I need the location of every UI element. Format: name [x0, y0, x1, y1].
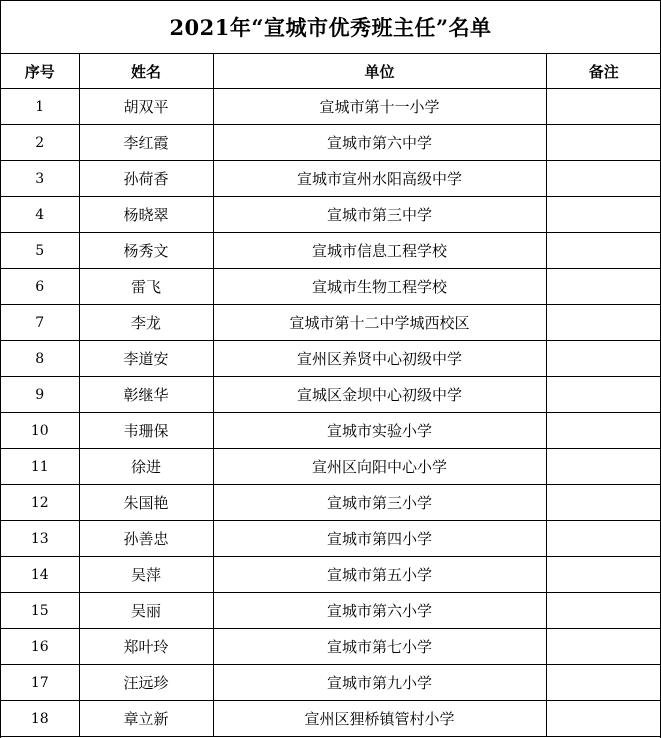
row-name-cell: 雷飞	[79, 269, 213, 305]
row-unit-cell: 宣城市第六小学	[213, 593, 546, 629]
header-name: 姓名	[79, 54, 213, 89]
row-note-cell	[546, 305, 661, 341]
row-unit-cell: 宣城市第七小学	[213, 629, 546, 665]
row-name-cell: 吴萍	[79, 557, 213, 593]
row-unit-cell: 宣州区狸桥镇管村小学	[213, 701, 546, 737]
header-unit: 单位	[213, 54, 546, 89]
row-unit-cell: 宣城区金坝中心初级中学	[213, 377, 546, 413]
row-note-cell	[546, 521, 661, 557]
row-index-cell: 18	[1, 701, 79, 737]
row-unit-cell: 宣城市第十二中学城西校区	[213, 305, 546, 341]
row-index-cell: 1	[1, 89, 79, 125]
row-name-cell: 朱国艳	[79, 485, 213, 521]
row-index-cell: 17	[1, 665, 79, 701]
row-name-cell: 杨秀文	[79, 233, 213, 269]
table-row	[1, 161, 661, 197]
row-index-cell: 4	[1, 197, 79, 233]
table-row	[1, 665, 661, 701]
row-index-cell: 12	[1, 485, 79, 521]
row-unit-cell: 宣城市信息工程学校	[213, 233, 546, 269]
row-index-cell: 8	[1, 341, 79, 377]
row-index-cell: 6	[1, 269, 79, 305]
row-unit-cell: 宣城市第三中学	[213, 197, 546, 233]
row-name-cell: 彰继华	[79, 377, 213, 413]
row-note-cell	[546, 485, 661, 521]
row-name-cell: 孙荷香	[79, 161, 213, 197]
table-row	[1, 629, 661, 665]
row-index-cell: 13	[1, 521, 79, 557]
row-note-cell	[546, 701, 661, 737]
row-unit-cell: 宣城市第五小学	[213, 557, 546, 593]
row-unit-cell: 宣城市第四小学	[213, 521, 546, 557]
row-unit-cell: 宣城市第三小学	[213, 485, 546, 521]
row-name-cell: 李龙	[79, 305, 213, 341]
table-row	[1, 269, 661, 305]
table-row	[1, 701, 661, 737]
row-name-cell: 杨晓翠	[79, 197, 213, 233]
row-note-cell	[546, 593, 661, 629]
row-note-cell	[546, 449, 661, 485]
header-index: 序号	[1, 54, 79, 89]
table-row	[1, 593, 661, 629]
row-unit-cell: 宣城市生物工程学校	[213, 269, 546, 305]
row-name-cell: 吴丽	[79, 593, 213, 629]
row-unit-cell: 宣城市宣州水阳高级中学	[213, 161, 546, 197]
row-name-cell: 孙善忠	[79, 521, 213, 557]
table-row	[1, 521, 661, 557]
row-index-cell: 11	[1, 449, 79, 485]
table-row	[1, 305, 661, 341]
table-row	[1, 125, 661, 161]
row-note-cell	[546, 233, 661, 269]
table-header-row	[1, 54, 661, 89]
row-index-cell: 5	[1, 233, 79, 269]
row-unit-cell: 宣城市第九小学	[213, 665, 546, 701]
table-row	[1, 341, 661, 377]
table-row	[1, 89, 661, 125]
row-name-cell: 徐进	[79, 449, 213, 485]
row-note-cell	[546, 89, 661, 125]
row-name-cell: 李红霞	[79, 125, 213, 161]
row-index-cell: 10	[1, 413, 79, 449]
row-name-cell: 李道安	[79, 341, 213, 377]
row-index-cell: 16	[1, 629, 79, 665]
table-row	[1, 485, 661, 521]
row-index-cell: 14	[1, 557, 79, 593]
row-note-cell	[546, 557, 661, 593]
row-note-cell	[546, 197, 661, 233]
row-note-cell	[546, 413, 661, 449]
row-note-cell	[546, 125, 661, 161]
row-name-cell: 汪远珍	[79, 665, 213, 701]
row-unit-cell: 宣城市实验小学	[213, 413, 546, 449]
award-list-table	[1, 54, 661, 737]
row-note-cell	[546, 629, 661, 665]
row-index-cell: 3	[1, 161, 79, 197]
row-note-cell	[546, 665, 661, 701]
table-row	[1, 449, 661, 485]
row-note-cell	[546, 377, 661, 413]
header-note: 备注	[546, 54, 661, 89]
row-unit-cell: 宣城市第六中学	[213, 125, 546, 161]
row-note-cell	[546, 341, 661, 377]
row-index-cell: 2	[1, 125, 79, 161]
row-note-cell	[546, 269, 661, 305]
table-row	[1, 413, 661, 449]
document-title: 2021年“宣城市优秀班主任”名单	[1, 1, 660, 54]
table-row	[1, 233, 661, 269]
row-unit-cell: 宣州区向阳中心小学	[213, 449, 546, 485]
table-row	[1, 557, 661, 593]
row-index-cell: 15	[1, 593, 79, 629]
row-name-cell: 韦珊保	[79, 413, 213, 449]
row-unit-cell: 宣州区养贤中心初级中学	[213, 341, 546, 377]
row-name-cell: 郑叶玲	[79, 629, 213, 665]
row-note-cell	[546, 161, 661, 197]
row-name-cell: 章立新	[79, 701, 213, 737]
row-index-cell: 9	[1, 377, 79, 413]
row-index-cell: 7	[1, 305, 79, 341]
table-row	[1, 197, 661, 233]
row-unit-cell: 宣城市第十一小学	[213, 89, 546, 125]
table-row	[1, 377, 661, 413]
row-name-cell: 胡双平	[79, 89, 213, 125]
